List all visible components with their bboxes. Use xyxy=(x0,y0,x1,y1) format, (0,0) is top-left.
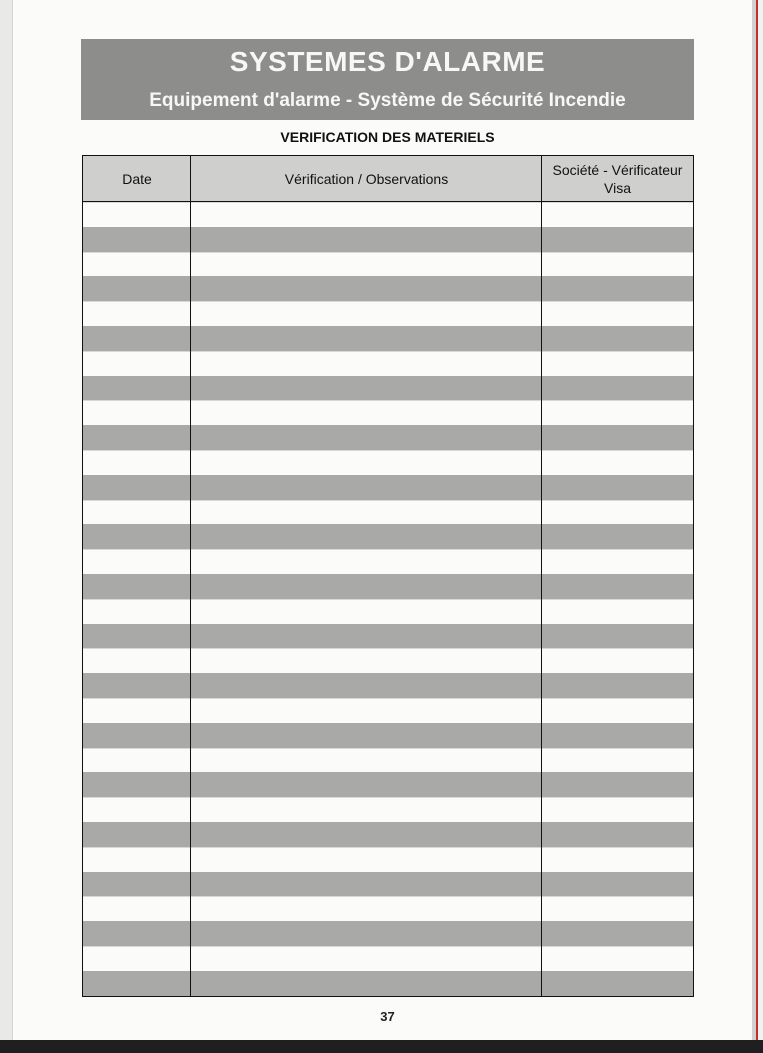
table-row[interactable] xyxy=(83,648,693,673)
table-row[interactable] xyxy=(83,450,693,475)
table-row[interactable] xyxy=(83,797,693,822)
column-divider xyxy=(190,156,191,996)
table-row[interactable] xyxy=(83,500,693,525)
table-row[interactable] xyxy=(83,549,693,574)
table-row[interactable] xyxy=(83,698,693,723)
table-row[interactable] xyxy=(83,252,693,277)
table-row[interactable] xyxy=(83,475,693,500)
table-row[interactable] xyxy=(83,748,693,773)
column-header-company-label: Société - Vérificateur xyxy=(552,161,683,178)
table-row[interactable] xyxy=(83,971,693,996)
section-heading: VERIFICATION DES MATERIELS xyxy=(280,129,495,145)
table-row[interactable] xyxy=(83,673,693,698)
column-header-date xyxy=(83,156,191,201)
table-row[interactable] xyxy=(83,946,693,971)
table-row[interactable] xyxy=(83,227,693,252)
table-row[interactable] xyxy=(83,376,693,401)
table-row[interactable] xyxy=(83,896,693,921)
column-header-date-label: Date xyxy=(122,170,152,187)
column-divider xyxy=(541,156,542,996)
page-number: 37 xyxy=(380,1009,395,1024)
header-banner xyxy=(81,39,694,120)
table-row[interactable] xyxy=(83,772,693,797)
page-title: SYSTEMES D'ALARME xyxy=(229,46,546,77)
scan-shadow xyxy=(0,1040,763,1053)
table-row[interactable] xyxy=(83,872,693,897)
table-row[interactable] xyxy=(83,524,693,549)
column-header-observations xyxy=(191,156,542,201)
column-header-company xyxy=(542,156,693,201)
table-row[interactable] xyxy=(83,921,693,946)
table-row[interactable] xyxy=(83,847,693,872)
table-row[interactable] xyxy=(83,599,693,624)
table-row[interactable] xyxy=(83,351,693,376)
table-row[interactable] xyxy=(83,301,693,326)
verification-table xyxy=(82,155,694,997)
column-header-visa-label: Visa xyxy=(604,179,631,196)
page-subtitle: Equipement d'alarme - Système de Sécurité Incendie xyxy=(149,90,626,111)
table-row[interactable] xyxy=(83,400,693,425)
table-row[interactable] xyxy=(83,276,693,301)
column-header-observations-label: Vérification / Observations xyxy=(284,170,449,187)
table-row[interactable] xyxy=(83,574,693,599)
binding-edge xyxy=(756,0,763,1040)
table-row[interactable] xyxy=(83,723,693,748)
table-row[interactable] xyxy=(83,425,693,450)
table-row[interactable] xyxy=(83,202,693,227)
table-row[interactable] xyxy=(83,326,693,351)
table-header-row xyxy=(83,156,693,202)
table-row[interactable] xyxy=(83,822,693,847)
table-body xyxy=(83,202,693,996)
table-row[interactable] xyxy=(83,624,693,649)
